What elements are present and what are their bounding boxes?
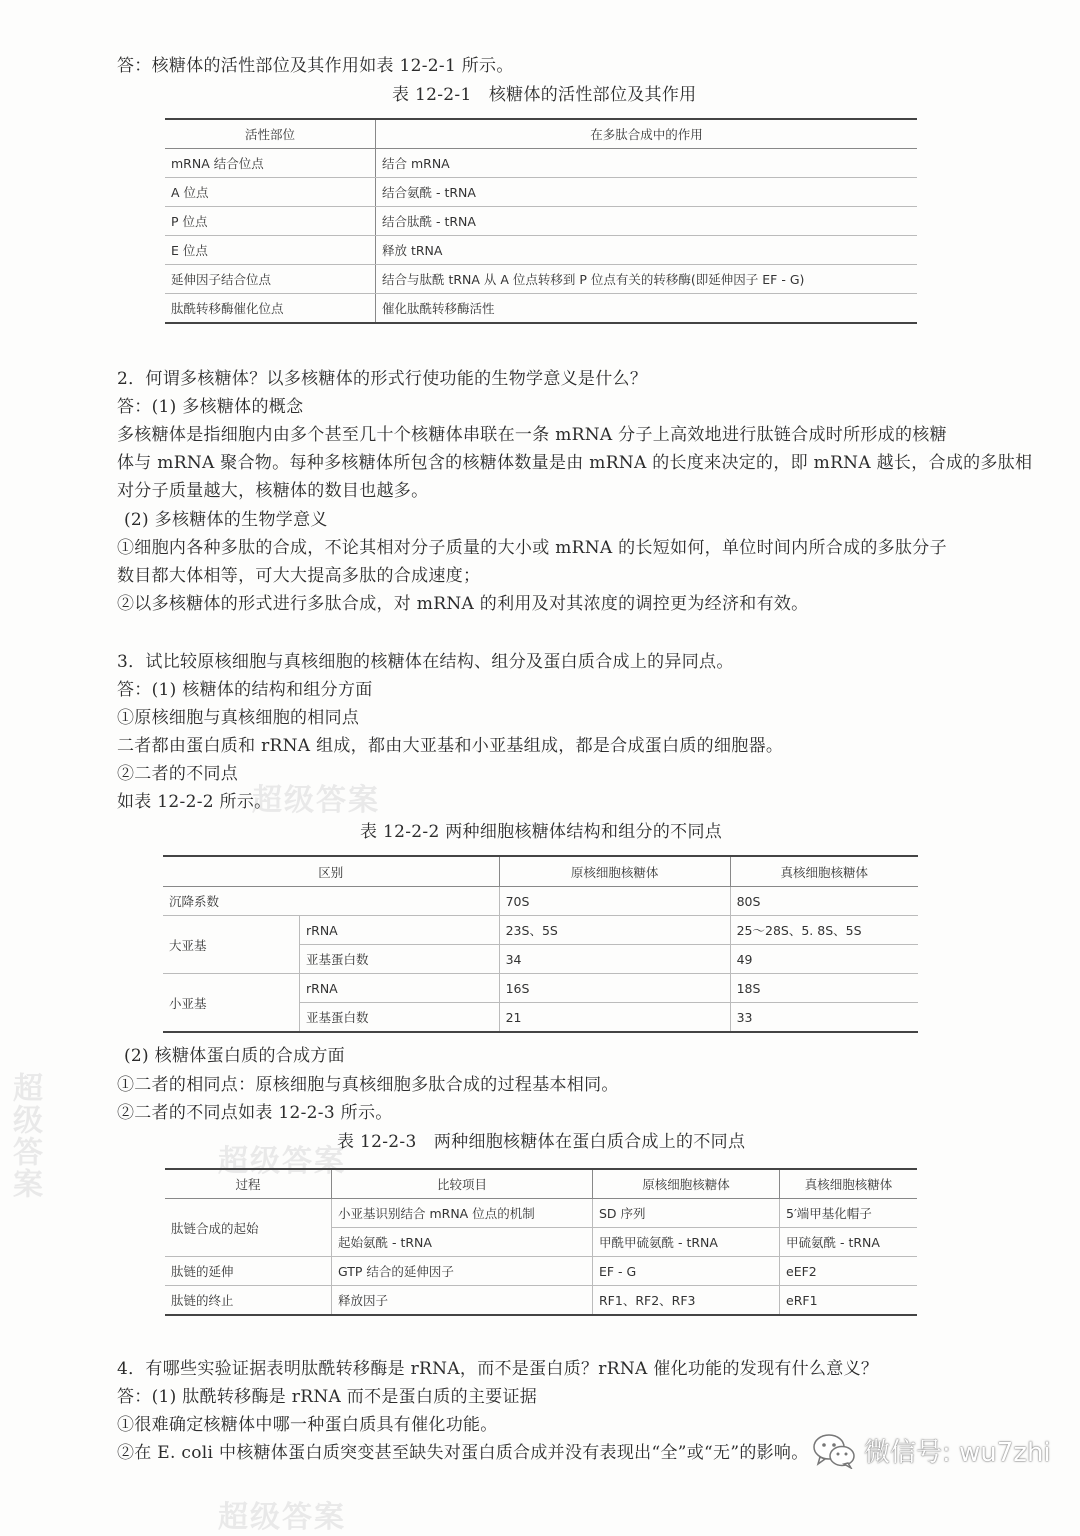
paragraph-line: ①很难确定核糖体中哪一种蛋白质具有催化功能。	[117, 1415, 498, 1435]
table-cell: 25～28S、5. 8S、5S	[730, 916, 918, 945]
table-cell: 亚基蛋白数	[300, 945, 500, 974]
paragraph-line: ①细胞内各种多肽的合成，不论其相对分子质量的大小或 mRNA 的长短如何，单位时间内所合成的多肽分子	[117, 538, 947, 558]
watermark: 超级答案	[7, 1072, 42, 1200]
table-header-cell: 原核细胞核糖体	[593, 1169, 780, 1199]
table-row	[165, 236, 917, 265]
watermark: 超级答案	[218, 1144, 346, 1179]
paragraph-line: 体与 mRNA 聚合物。每种多核糖体所包含的核糖体数量是由 mRNA 的长度来决定的，即 mRNA 越长，合成的多肽相	[117, 453, 1033, 473]
table-cell: eEF2	[780, 1257, 918, 1286]
table-header-cell: 活性部位	[165, 119, 376, 149]
paragraph-line: 答：(1) 肽酰转移酶是 rRNA 而不是蛋白质的主要证据	[117, 1387, 538, 1407]
table-row	[165, 1199, 917, 1228]
table-row	[165, 207, 917, 236]
table-header-cell: 区别	[163, 856, 499, 887]
table-1-caption: 表 12-2-1 核糖体的活性部位及其作用	[392, 85, 697, 105]
paragraph-line: ①原核细胞与真核细胞的相同点	[117, 708, 360, 728]
table-cell: 结合肽酰 - tRNA	[376, 207, 918, 236]
table-cell: 16S	[499, 974, 730, 1003]
table-cell: 亚基蛋白数	[300, 1003, 500, 1033]
table-row	[163, 887, 918, 916]
wechat-id-label: 微信号: wu7zhi	[864, 1438, 1051, 1468]
paragraph-line: 答：(1) 多核糖体的概念	[117, 397, 304, 417]
table-header-cell: 真核细胞核糖体	[730, 856, 918, 887]
table-3	[165, 1168, 917, 1316]
question-3: 3．试比较原核细胞与真核细胞的核糖体在结构、组分及蛋白质合成上的异同点。	[117, 652, 734, 672]
table-cell: 大亚基	[163, 916, 300, 974]
paragraph-line: (2) 核糖体蛋白质的合成方面	[124, 1046, 345, 1066]
question-2: 2．何谓多核糖体？以多核糖体的形式行使功能的生物学意义是什么？	[117, 369, 648, 389]
question-4: 4．有哪些实验证据表明肽酰转移酶是 rRNA，而不是蛋白质？rRNA 催化功能的发现有什么意义？	[117, 1359, 879, 1379]
table-3-caption: 表 12-2-3 两种细胞核糖体在蛋白质合成上的不同点	[337, 1132, 746, 1152]
table-cell: E 位点	[165, 236, 376, 265]
paragraph-line: ①二者的相同点：原核细胞与真核细胞多肽合成的过程基本相同。	[117, 1075, 619, 1095]
paragraph-line: 二者都由蛋白质和 rRNA 组成，都由大亚基和小亚基组成，都是合成蛋白质的细胞器。	[117, 736, 784, 756]
table-cell: 70S	[499, 887, 730, 916]
paragraph-line: (2) 多核糖体的生物学意义	[124, 510, 328, 530]
watermark: 超级答案	[218, 1500, 346, 1535]
paragraph-line: 对分子质量越大，核糖体的数目也越多。	[117, 481, 429, 501]
paragraph-line: ②在 E. coli 中核糖体蛋白质突变甚至缺失对蛋白质合成并没有表现出“全”或“无”的影响。	[117, 1443, 809, 1463]
paragraph-line: ②二者的不同点如表 12-2-3 所示。	[117, 1103, 393, 1123]
table-cell: 34	[499, 945, 730, 974]
table-cell: 23S、5S	[499, 916, 730, 945]
table-header-cell: 过程	[165, 1169, 332, 1199]
table-cell: 甲酰甲硫氨酰 - tRNA	[593, 1228, 780, 1257]
table-cell: 释放因子	[332, 1286, 593, 1316]
table-row	[163, 916, 918, 945]
table-cell: 5′端甲基化帽子	[780, 1199, 918, 1228]
table-2	[163, 855, 918, 1033]
paragraph-line: 多核糖体是指细胞内由多个甚至几十个核糖体串联在一条 mRNA 分子上高效地进行肽链合成时所形成的核糖	[117, 425, 947, 445]
wechat-icon	[812, 1433, 856, 1469]
table-cell: 21	[499, 1003, 730, 1033]
table-cell: 小亚基	[163, 974, 300, 1033]
table-cell: RF1、RF2、RF3	[593, 1286, 780, 1316]
table-cell: 沉降系数	[163, 887, 499, 916]
table-cell: 小亚基识别结合 mRNA 位点的机制	[332, 1199, 593, 1228]
answer-1-intro: 答：核糖体的活性部位及其作用如表 12-2-1 所示。	[117, 56, 514, 76]
table-row	[165, 1286, 917, 1316]
table-cell: 肽酰转移酶催化位点	[165, 294, 376, 324]
table-1	[165, 118, 917, 324]
paragraph-line: 数目都大体相等，可大大提高多肽的合成速度；	[117, 566, 481, 586]
table-cell: 肽链的终止	[165, 1286, 332, 1316]
table-cell: 33	[730, 1003, 918, 1033]
table-cell: 延伸因子结合位点	[165, 265, 376, 294]
table-cell: rRNA	[300, 916, 500, 945]
table-cell: mRNA 结合位点	[165, 149, 376, 178]
table-cell: GTP 结合的延伸因子	[332, 1257, 593, 1286]
table-cell: 80S	[730, 887, 918, 916]
table-cell: SD 序列	[593, 1199, 780, 1228]
table-row	[165, 294, 917, 324]
table-cell: 起始氨酰 - tRNA	[332, 1228, 593, 1257]
table-row	[165, 149, 917, 178]
table-cell: P 位点	[165, 207, 376, 236]
wechat-id-badge	[812, 1432, 1051, 1469]
table-cell: 甲硫氨酰 - tRNA	[780, 1228, 918, 1257]
table-cell: EF - G	[593, 1257, 780, 1286]
watermark: 超级答案	[252, 783, 380, 818]
table-cell: rRNA	[300, 974, 500, 1003]
table-header-cell: 原核细胞核糖体	[499, 856, 730, 887]
table-header-row	[163, 856, 918, 887]
table-cell: 18S	[730, 974, 918, 1003]
table-header-cell: 比较项目	[332, 1169, 593, 1199]
table-row	[165, 1257, 917, 1286]
table-header-cell: 真核细胞核糖体	[780, 1169, 918, 1199]
table-cell: eRF1	[780, 1286, 918, 1316]
table-2-caption: 表 12-2-2 两种细胞核糖体结构和组分的不同点	[360, 822, 723, 842]
table-cell: 结合与肽酰 tRNA 从 A 位点转移到 P 位点有关的转移酶(即延伸因子 EF - G)	[376, 265, 918, 294]
table-cell: 49	[730, 945, 918, 974]
table-cell: A 位点	[165, 178, 376, 207]
table-cell: 释放 tRNA	[376, 236, 918, 265]
table-header-row	[165, 119, 917, 149]
table-cell: 肽链合成的起始	[165, 1199, 332, 1257]
table-row	[165, 178, 917, 207]
paragraph-line: 答：(1) 核糖体的结构和组分方面	[117, 680, 373, 700]
table-cell: 催化肽酰转移酶活性	[382, 301, 495, 316]
paragraph-line: ②二者的不同点	[117, 764, 239, 784]
table-cell: 肽链的延伸	[165, 1257, 332, 1286]
table-row	[163, 974, 918, 1003]
paragraph-line: 如表 12-2-2 所示。	[117, 792, 272, 812]
table-row	[165, 265, 917, 294]
paragraph-line: ②以多核糖体的形式进行多肽合成，对 mRNA 的利用及对其浓度的调控更为经济和有效。	[117, 594, 809, 614]
table-header-cell: 在多肽合成中的作用	[376, 119, 918, 149]
table-header-row	[165, 1169, 917, 1199]
table-cell: 结合氨酰 - tRNA	[376, 178, 918, 207]
table-cell: 结合 mRNA	[376, 149, 918, 178]
